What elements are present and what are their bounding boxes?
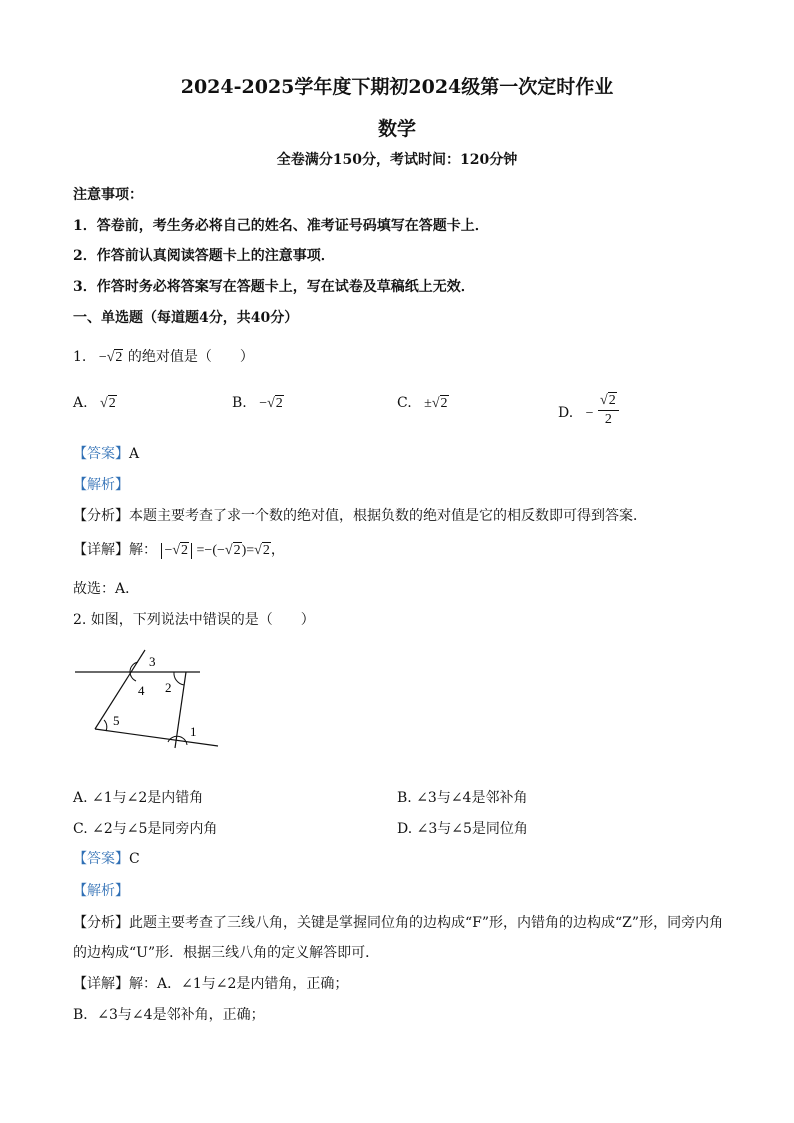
angle-arc-2 bbox=[174, 672, 184, 685]
q1-suffix: 的绝对值是（ ） bbox=[127, 349, 254, 365]
q2-fenxi-cont: 的边构成“U”形．根据三线八角的定义解答即可． bbox=[73, 945, 380, 961]
figure-label: 2 bbox=[165, 680, 172, 695]
figure-label: 3 bbox=[149, 654, 156, 669]
figure-label: 5 bbox=[113, 713, 120, 728]
q1-option-c bbox=[397, 395, 449, 412]
sqrt-symbol: √2 bbox=[600, 393, 616, 408]
sqrt-symbol: √2 bbox=[431, 396, 448, 411]
option-sign: − bbox=[259, 396, 268, 411]
answer-value: C bbox=[129, 851, 140, 867]
sqrt-symbol: √2 bbox=[100, 396, 116, 411]
option-radicand: 2 bbox=[275, 396, 283, 411]
answer-tag: 【答案】 bbox=[73, 851, 129, 867]
figure-label: 1 bbox=[190, 724, 197, 739]
option-letter: C. bbox=[397, 395, 412, 411]
fraction bbox=[598, 392, 619, 429]
notice-item: 3．作答时务必将答案写在答题卡上，写在试卷及草稿纸上无效． bbox=[73, 279, 475, 295]
q1-answer bbox=[73, 443, 139, 463]
radicand: 2 bbox=[181, 543, 189, 558]
paren-open: ( bbox=[212, 543, 217, 558]
q1-option-a bbox=[73, 395, 117, 412]
q1-minus: − bbox=[98, 350, 107, 365]
sqrt-symbol: √2 bbox=[267, 396, 283, 411]
detail-text: 解：A．∠1与∠2是内错角，正确； bbox=[129, 976, 349, 992]
option-sign: − bbox=[585, 405, 594, 421]
equals-sign: = bbox=[246, 543, 255, 558]
detail-tag: 【详解】 bbox=[73, 542, 129, 558]
detail-end: ， bbox=[270, 542, 285, 558]
q2-fenxi bbox=[73, 912, 723, 932]
q1-conclusion: 故选：A． bbox=[73, 581, 140, 597]
answer-tag: 【答案】 bbox=[73, 446, 129, 462]
option-radicand: 2 bbox=[608, 393, 616, 408]
geometry-figure bbox=[70, 645, 230, 755]
answer-value: A bbox=[129, 446, 140, 462]
sqrt-symbol: √2 bbox=[172, 543, 189, 558]
q1-option-d bbox=[558, 384, 619, 427]
q2-option-a: A. ∠1与∠2是内错角 bbox=[73, 790, 204, 806]
fenxi-tag: 【分析】 bbox=[73, 508, 129, 524]
q2-answer bbox=[73, 848, 140, 868]
fraction-denominator: 2 bbox=[604, 412, 612, 427]
figure-label: 4 bbox=[138, 683, 145, 698]
fenxi-text: 此题主要考查了三线八角，关键是掌握同位角的边构成“F”形，内错角的边构成“Z”形，同旁内角 bbox=[129, 915, 724, 931]
fenxi-text: 本题主要考查了求一个数的绝对值，根据负数的绝对值是它的相反数即可得到答案． bbox=[129, 508, 647, 524]
option-radicand: 2 bbox=[440, 396, 448, 411]
q1-option-b bbox=[232, 395, 284, 412]
option-sign: ± bbox=[424, 396, 432, 411]
notice-item: 2．作答前认真阅读答题卡上的注意事项． bbox=[73, 248, 335, 264]
sqrt-symbol: √2 bbox=[224, 543, 241, 558]
q2-detail-cont: B．∠3与∠4是邻补角，正确； bbox=[73, 1007, 265, 1023]
minus-sign: − bbox=[204, 543, 213, 558]
minus-sign: − bbox=[164, 543, 173, 558]
fenxi-tag: 【分析】 bbox=[73, 915, 129, 931]
absolute-value bbox=[161, 543, 192, 559]
q2-detail bbox=[73, 973, 348, 993]
paren-close: ) bbox=[241, 543, 247, 558]
q1-stem bbox=[73, 346, 254, 366]
detail-prefix: 解： bbox=[129, 542, 157, 558]
q1-radicand: 2 bbox=[115, 350, 123, 365]
radicand: 2 bbox=[262, 543, 270, 558]
q2-stem: 2. 如图，下列说法中错误的是（ ） bbox=[73, 612, 315, 628]
notice-item: 1．答卷前，考生务必将自己的姓名、准考证号码填写在答题卡上． bbox=[73, 218, 489, 234]
radicand: 2 bbox=[233, 543, 241, 558]
q1-fenxi bbox=[73, 505, 647, 525]
q2-option-c: C. ∠2与∠5是同旁内角 bbox=[73, 821, 218, 837]
sqrt-symbol: √2 bbox=[106, 350, 123, 365]
q1-analysis-tag: 【解析】 bbox=[73, 477, 129, 493]
notice-heading: 注意事项： bbox=[73, 187, 143, 203]
angle-arc-5 bbox=[104, 720, 107, 731]
q2-option-d: D. ∠3与∠5是同位角 bbox=[397, 821, 528, 837]
detail-tag: 【详解】 bbox=[73, 976, 129, 992]
equals-sign: = bbox=[196, 543, 205, 558]
section-heading: 一、单选题（每道题4分，共40分） bbox=[73, 310, 299, 326]
q1-detail bbox=[73, 539, 285, 559]
q2-analysis-tag: 【解析】 bbox=[73, 883, 129, 899]
option-radicand: 2 bbox=[108, 396, 116, 411]
page-title: 2024-2025学年度下期初2024级第一次定时作业 bbox=[180, 76, 614, 98]
subject-title: 数学 bbox=[377, 118, 416, 140]
q2-option-b: B. ∠3与∠4是邻补角 bbox=[397, 790, 528, 806]
q1-number: 1. bbox=[73, 349, 87, 365]
line-bottom bbox=[95, 729, 218, 746]
exam-info: 全卷满分150分，考试时间：120分钟 bbox=[276, 152, 518, 168]
option-letter: A. bbox=[73, 395, 88, 411]
option-letter: B. bbox=[232, 395, 247, 411]
option-letter: D. bbox=[558, 404, 574, 421]
sqrt-symbol: √2 bbox=[254, 543, 270, 558]
minus-sign: − bbox=[216, 543, 225, 558]
